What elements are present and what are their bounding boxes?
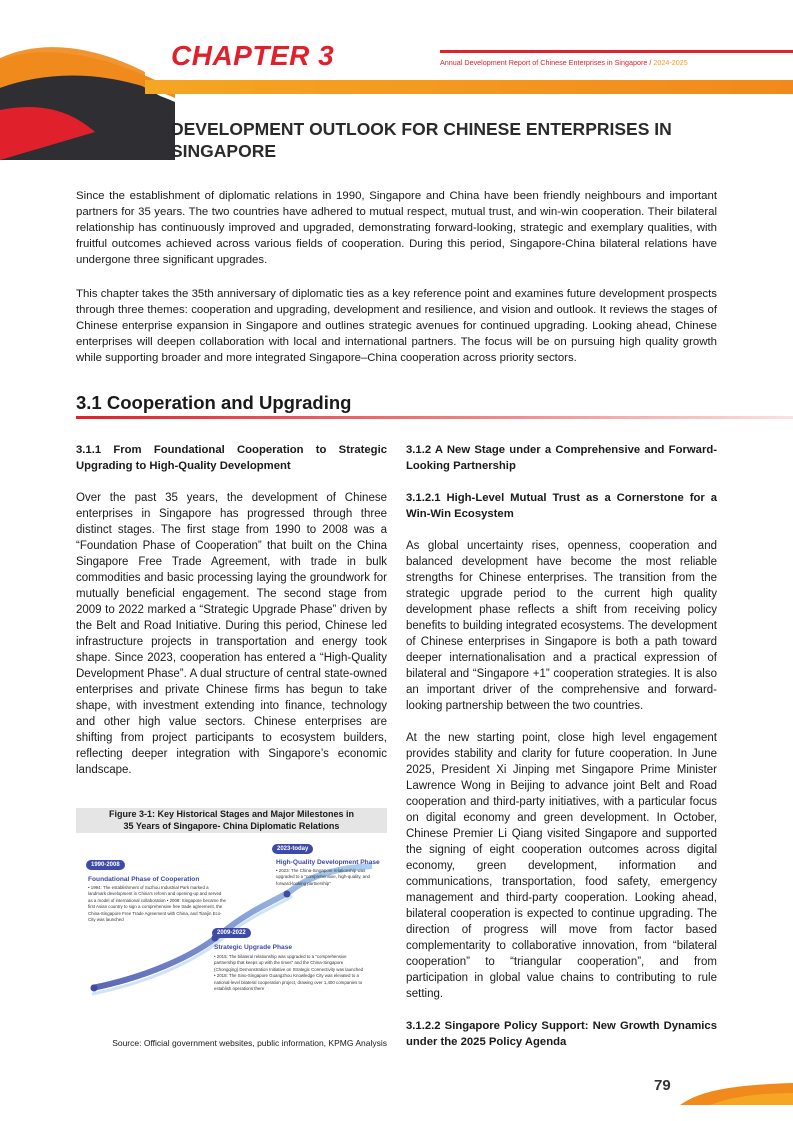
- intro-paragraph-2: This chapter takes the 35th anniversary of diplomatic ties as a key reference point and examines future development prospects through three themes: cooperation and upgrading, development and resilience, and vision and outlook. It reviews the stages of Chinese enterprise expansion in Singapore and outlines strategic avenues for continued upgrading. Looking ahead, Chinese enterprises will deepen collaboration with local and international partners. The focus will be on pursuing high quality growth while supporting broader and more integrated Singapore–China cooperation across priority sectors.: [76, 288, 717, 364]
- stage2-text: • 2015: The bilateral relationship was upgraded to a "comprehensive partnership that keeps up with the times" and the China-Singapore (Chongqing) Demonstration Initiative on Strategic Connectivity was launched • 2018: The Sino-Singapore Guangzhou Knowledge City was elevated to a national-level bilateral cooperation project, drawing over 1,400 companies to establish operations there: [214, 954, 364, 992]
- section-heading: 3.1 Cooperation and Upgrading: [76, 392, 352, 413]
- stage1-title: Foundational Phase of Cooperation: [88, 876, 200, 883]
- report-years: 2024-2025: [653, 58, 688, 67]
- figure-title-line-2: 35 Years of Singapore- China Diplomatic Relations: [123, 820, 340, 831]
- stage3-years-badge: 2023-today: [272, 844, 313, 854]
- report-title-text: Annual Development Report of Chinese Enterprises in Singapore /: [440, 58, 654, 67]
- section-rule: [76, 416, 793, 419]
- stage1-text: • 1994: The establishment of Suzhou Industrial Park marked a landmark development in China's reform and opening-up and served as a model of international collaboration • 2008: Singapore became the first Asian country to sign a comprehensive free trade agreement, the China-Singapore Free Trade Agreement with China, and Tianjin Eco-City was launched: [88, 885, 226, 923]
- stage3-title: High-Quality Development Phase: [276, 859, 380, 866]
- footer-decoration: [680, 1083, 793, 1105]
- figure-source: Source: Official government websites, public information, KPMG Analysis: [112, 1038, 387, 1048]
- stage3-text: • 2023: The China-Singapore relationship was upgraded to a "comprehensive, high-quality, and forward-looking partnership": [276, 868, 370, 886]
- right-paragraph-1: As global uncertainty rises, openness, cooperation and balanced development have become the most reliable strengths for Chinese enterprises. The transition from the strategic upgrade period to the current high quality development phase reflects a shift from receiving policy benefits to building integrated ecosystems. The development of Chinese enterprises in Singapore is both a path toward deeper internationalisation and a practical expression of bilateral and “Singapore +1” cooperation strategies. It is also an important driver of the comprehensive and forward-looking partnership between the two countries.: [406, 540, 717, 712]
- subheading-3-1-1: 3.1.1 From Foundational Cooperation to Strategic Upgrading to High-Quality Development: [76, 444, 387, 472]
- header-rule: [440, 50, 793, 53]
- report-title: [440, 58, 688, 67]
- right-paragraph-2: At the new starting point, close high level engagement provides stability and clarity for future cooperation. In June 2025, President Xi Jinping met Singapore Prime Minister Lawrence Wong in Beijing to advance joint Belt and Road cooperation and third-party initiatives, with a particular focus on digital economy and green development. In October, Chinese Premier Li Qiang visited Singapore and supported the signing of eight cooperation outcomes across digital economy, green development, information and communications, transportation, food safety, emergency management and third-party cooperation. Looking ahead, bilateral cooperation is expected to continue upgrading. The direction of progress will move from factor based complementarity to collaborative innovation, from “bilateral cooperation” to “triangular cooperation”, and from participation in global value chains to contributing to rule setting.: [406, 732, 717, 1000]
- timeline-node-3: [284, 891, 291, 898]
- left-paragraph: Over the past 35 years, the development of Chinese enterprises in Singapore has progressed through three distinct stages. The first stage from 1990 to 2008 was a “Foundation Phase of Cooperation” that built on the China Singapore Free Trade Agreement, with trade in bulk commodities and basic processing laying the groundwork for mutually beneficial engagement. The second stage from 2009 to 2022 marked a “Strategic Upgrade Phase” driven by the Belt and Road Initiative. During this period, Chinese led infrastructure projects in transportation and energy took shape. Since 2023, cooperation has entered a “High-Quality Development Phase”. A dual structure of central state-owned enterprises and private Chinese firms has begun to take shape, with investment extending into finance, technology and other high value sectors. Chinese enterprises are shifting from project participants to ecosystem builders, reflecting deeper integration with Singapore’s economic landscape.: [76, 492, 387, 776]
- subheading-3-1-2-2: 3.1.2.2 Singapore Policy Support: New Growth Dynamics under the 2025 Policy Agenda: [406, 1020, 717, 1048]
- stage1-years-badge: 1990-2008: [86, 860, 125, 870]
- figure-title: [76, 808, 387, 833]
- intro-paragraph-1: Since the establishment of diplomatic relations in 1990, Singapore and China have been friendly neighbours and important partners for 35 years. The two countries have adhered to mutual respect, mutual trust, and win-win cooperation. Their bilateral relationship has continuously improved and upgraded, demonstrating forward-looking, strategic and exemplary qualities, with fruitful outcomes achieved across various fields of cooperation. During this period, Singapore-China bilateral relations have undergone three significant upgrades.: [76, 190, 717, 266]
- page-number: 79: [654, 1077, 671, 1094]
- subheading-3-1-2-1: 3.1.2.1 High-Level Mutual Trust as a Cornerstone for a Win-Win Ecosystem: [406, 492, 717, 520]
- right-column: [406, 442, 717, 1050]
- stage2-title: Strategic Upgrade Phase: [214, 944, 293, 951]
- subheading-3-1-2: 3.1.2 A New Stage under a Comprehensive and Forward-Looking Partnership: [406, 444, 717, 472]
- page-title: DEVELOPMENT OUTLOOK FOR CHINESE ENTERPRISES IN SINGAPORE: [171, 119, 672, 161]
- header-band: [145, 80, 793, 94]
- figure-timeline: [82, 838, 387, 1038]
- chapter-title: CHAPTER 3: [171, 40, 335, 71]
- left-column: [76, 442, 387, 778]
- figure-title-line-1: Figure 3-1: Key Historical Stages and Major Milestones in: [108, 809, 355, 819]
- timeline-node-1: [91, 985, 98, 992]
- header-wave: [0, 40, 175, 160]
- stage2-years-badge: 2009-2022: [212, 928, 251, 938]
